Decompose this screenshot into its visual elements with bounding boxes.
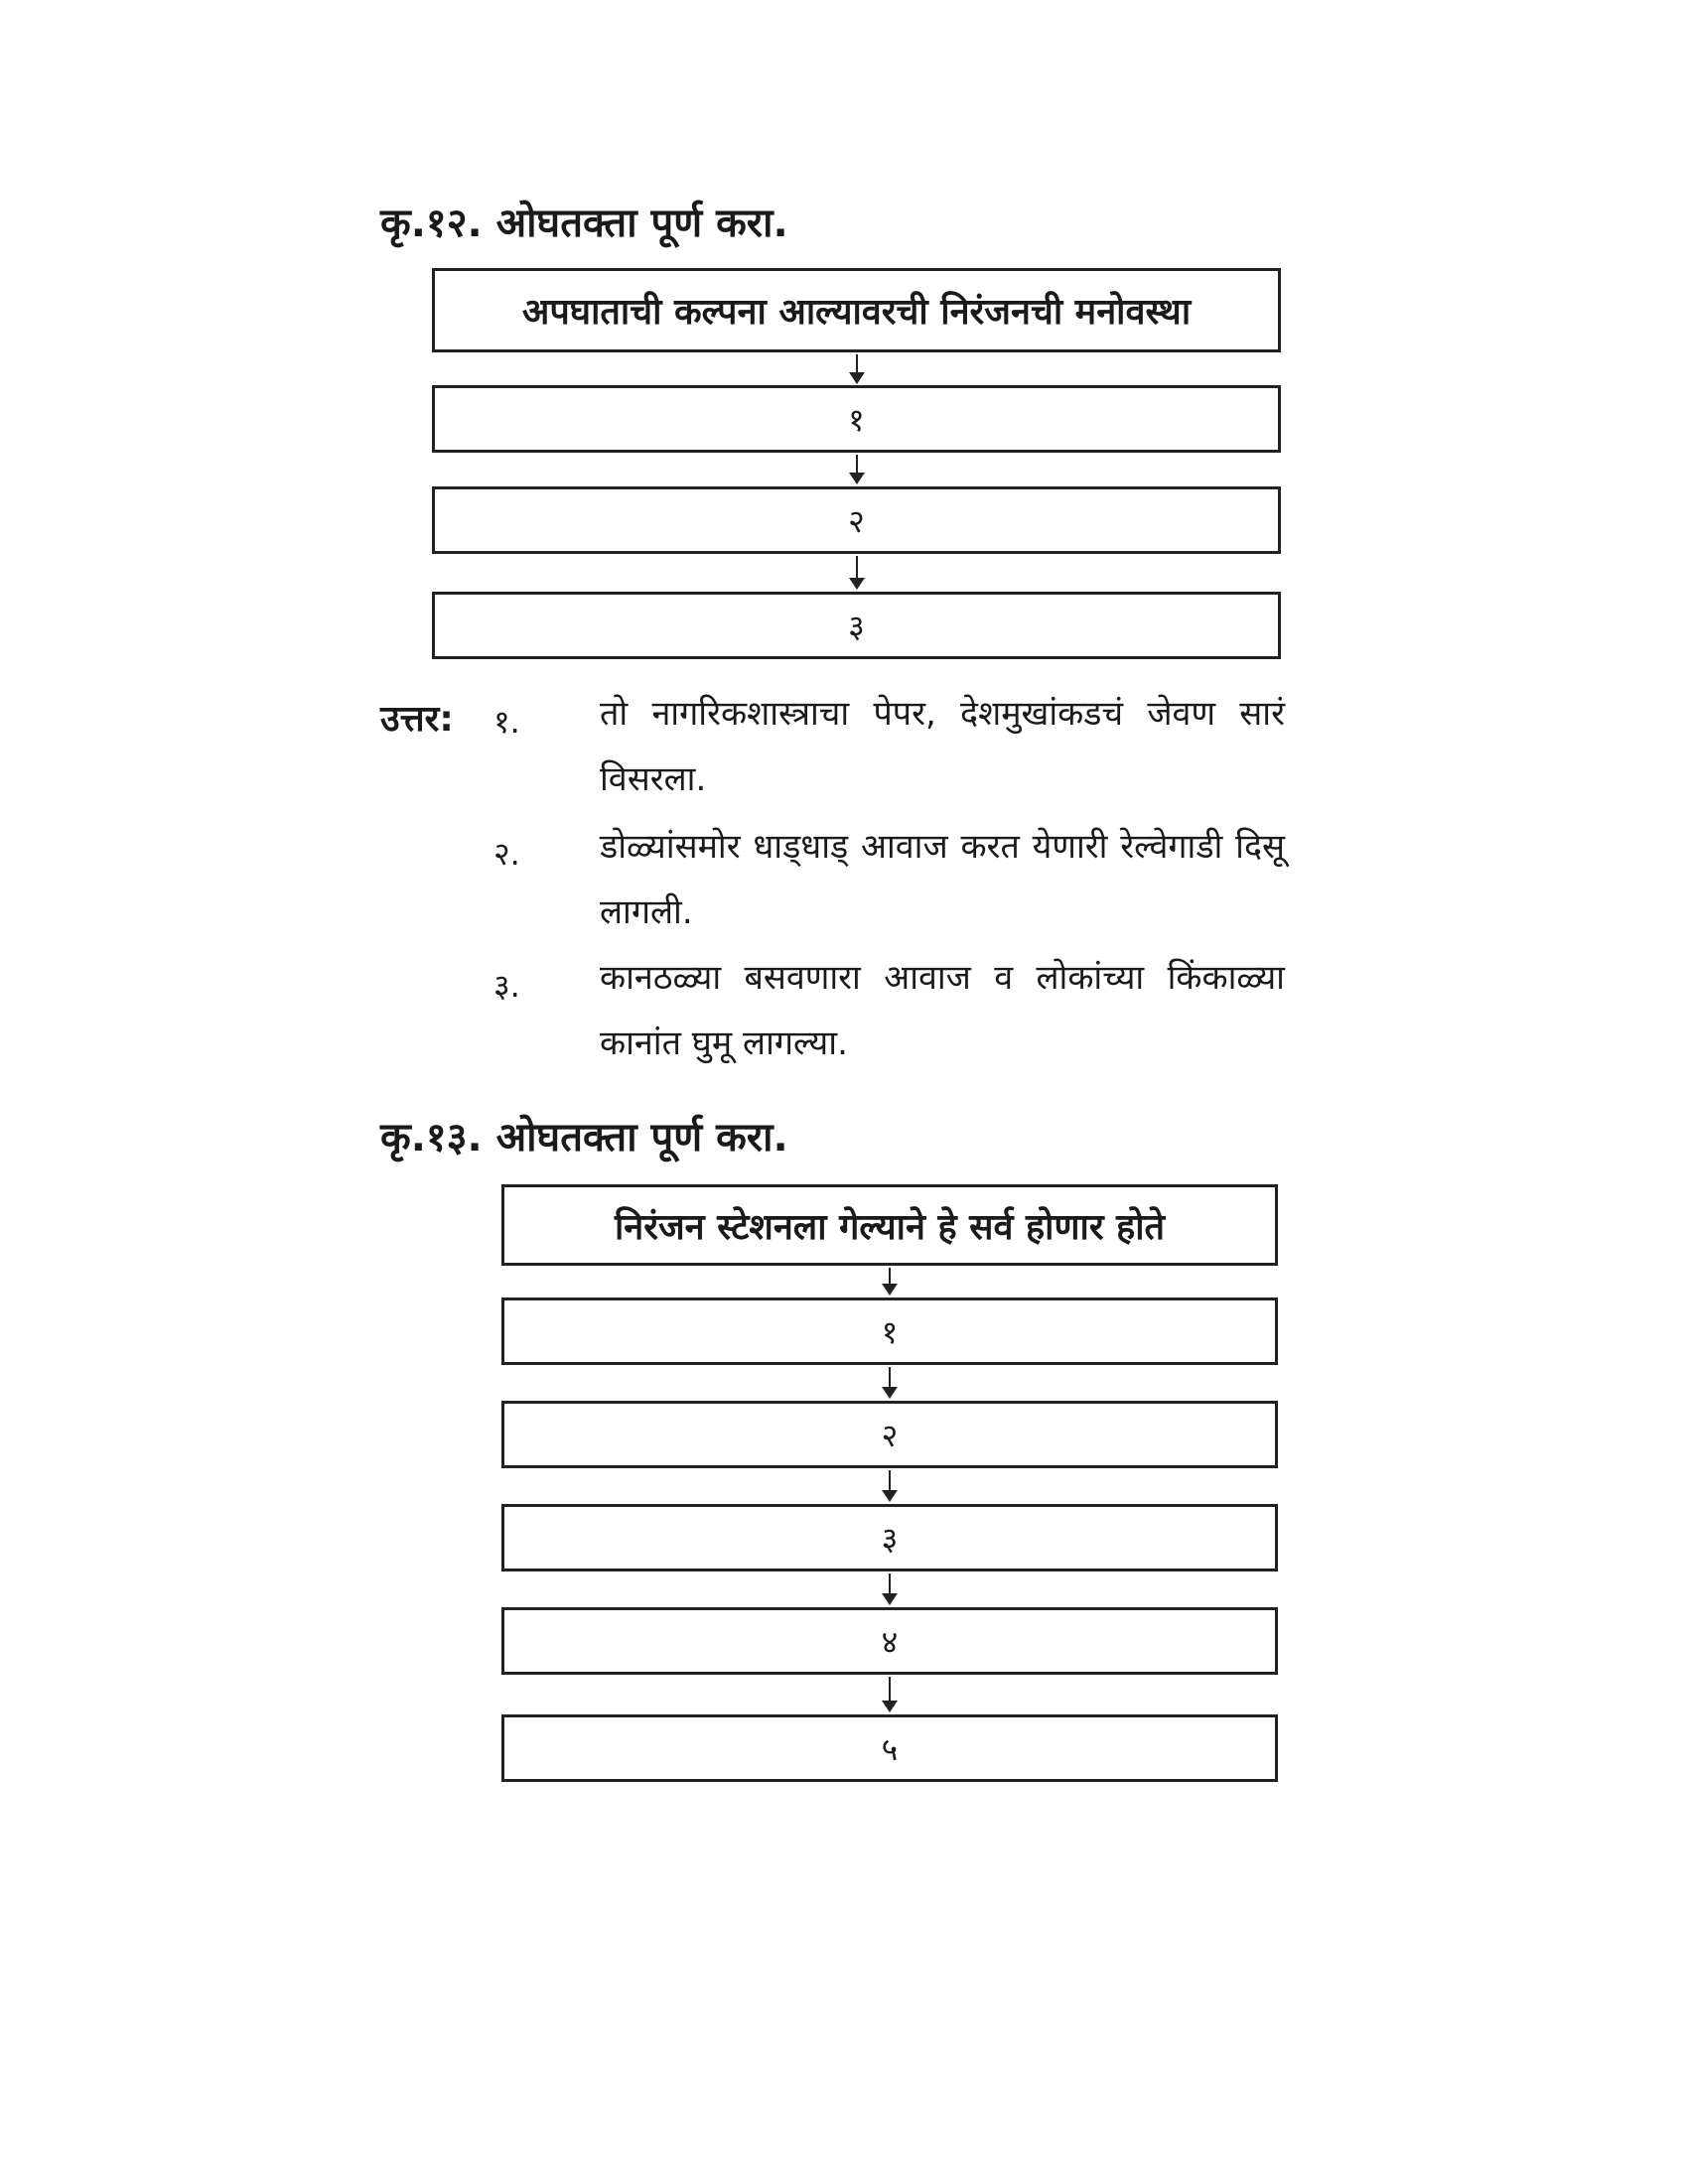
answer-item-2-number: २. (493, 835, 520, 873)
q13-heading: कृ.१३. ओघतक्ता पूर्ण करा. (380, 1115, 788, 1160)
q12-title-box: अपघाताची कल्पना आल्यावरची निरंजनची मनोवस्था (432, 268, 1281, 352)
q12-box-2: २ (432, 486, 1281, 554)
q13-box-2: २ (501, 1401, 1278, 1468)
arrow-down-icon (882, 1470, 898, 1502)
q13-box-5: ५ (501, 1714, 1278, 1782)
q12-box-3: ३ (432, 592, 1281, 659)
q12-flowchart (432, 268, 1281, 665)
arrow-down-icon (849, 556, 865, 590)
answer-item-2-text: डोळ्यांसमोर धाड्धाड् आवाज करत येणारी रेल्वेगाडी दिसू लागली. (600, 827, 1285, 932)
answer-item-1-number: १. (493, 703, 520, 741)
answer-label: उत्तर: (380, 699, 454, 740)
arrow-down-icon (882, 1268, 898, 1296)
q13-flowchart (501, 1184, 1278, 1790)
q12-heading: कृ.१२. ओघतक्ता पूर्ण करा. (380, 201, 788, 246)
answer-item-3-number: ३. (493, 967, 520, 1005)
arrow-down-icon (849, 354, 865, 384)
answer-item-3-text: कानठळ्या बसवणारा आवाज व लोकांच्या किंकाळ्या कानांत घुमू लागल्या. (600, 958, 1285, 1063)
arrow-down-icon (882, 1573, 898, 1605)
arrow-down-icon (882, 1367, 898, 1399)
q13-title-box: निरंजन स्टेशनला गेल्याने हे सर्व होणार होते (501, 1184, 1278, 1266)
arrow-down-icon (882, 1677, 898, 1712)
arrow-down-icon (849, 455, 865, 484)
q13-box-1: १ (501, 1297, 1278, 1365)
answer-item-1-text: तो नागरिकशास्त्राचा पेपर, देशमुखांकडचं जेवण सारं विसरला. (600, 694, 1285, 799)
q12-box-1: १ (432, 385, 1281, 453)
q13-box-3: ३ (501, 1504, 1278, 1571)
q13-box-4: ४ (501, 1607, 1278, 1675)
